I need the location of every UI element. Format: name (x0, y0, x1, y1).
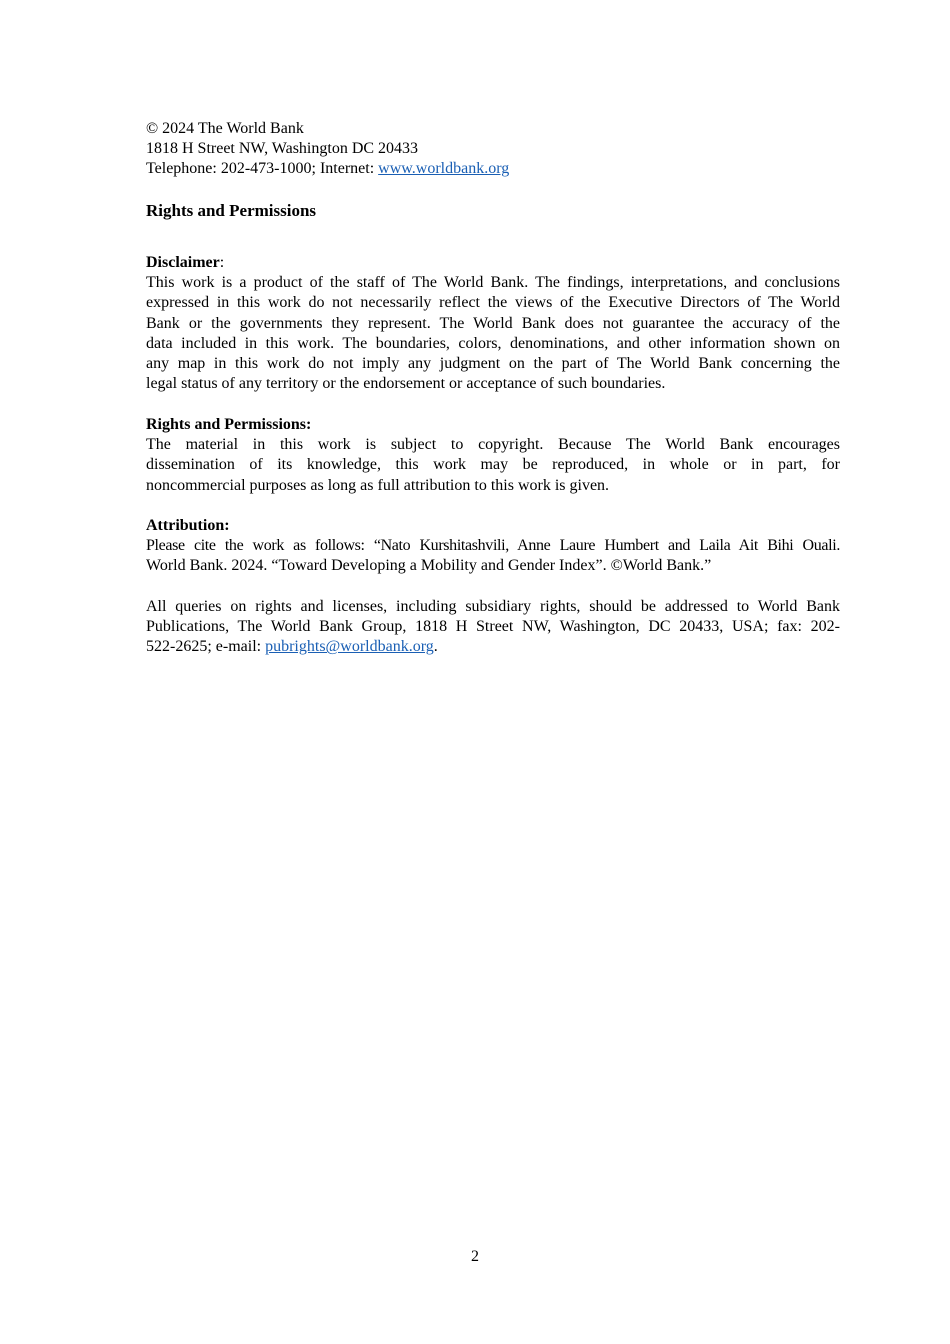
disclaimer-heading (146, 253, 840, 273)
attribution-heading: Attribution: (146, 517, 230, 534)
disclaimer-line: legal status of any territory or the endorsement or acceptance of such boundaries. (146, 375, 666, 393)
contact-prefix: Telephone: 202-473-1000; Internet: (146, 160, 379, 178)
disclaimer-line: expressed in this work do not necessarily reflect the views of the Executive Directors of The World (146, 294, 840, 312)
website-link[interactable]: www.worldbank.org (378, 160, 510, 178)
page-number: 2 (471, 1248, 479, 1265)
publisher-info (146, 119, 840, 180)
disclaimer-line: Bank or the governments they represent. The World Bank does not guarantee the accuracy of the (146, 314, 840, 332)
disclaimer-line: any map in this work do not imply any judgment on the part of The World Bank concerning the (146, 354, 840, 372)
attribution-line: Please cite the work as follows: “Nato Kurshitashvili, Anne Laure Humbert and Laila Ait Bihi Ouali. (146, 537, 840, 555)
address-line: 1818 H Street NW, Washington DC 20433 (146, 140, 419, 158)
copyright-line: © 2024 The World Bank (146, 120, 304, 137)
rights-section (146, 415, 840, 496)
queries-line: Publications, The World Bank Group, 1818 H Street NW, Washington, DC 20433, USA; fax: 202- (146, 618, 840, 636)
disclaimer-line: This work is a product of the staff of The World Bank. The findings, interpretations, and conclusions (146, 274, 840, 292)
disclaimer-colon: : (219, 254, 225, 271)
queries-prefix: 522-2625; e-mail: (146, 638, 266, 656)
attribution-section (146, 516, 840, 577)
rights-line: The material in this work is subject to copyright. Because The World Bank encourages (146, 436, 840, 454)
queries-line: All queries on rights and licenses, including subsidiary rights, should be addressed to World Bank (146, 598, 840, 615)
queries-section (146, 597, 840, 658)
attribution-line: World Bank. 2024. “Toward Developing a Mobility and Gender Index”. ©World Bank.” (146, 557, 712, 575)
queries-line (146, 637, 840, 657)
rights-line: dissemination of its knowledge, this work may be reproduced, in whole or in part, for (146, 456, 840, 474)
rights-line: noncommercial purposes as long as full attribution to this work is given. (146, 476, 610, 494)
section-title: Rights and Permissions (146, 201, 317, 220)
queries-suffix: . (433, 638, 438, 656)
email-link[interactable]: pubrights@worldbank.org (265, 638, 434, 656)
disclaimer-heading-text: Disclaimer (146, 254, 220, 271)
rights-heading: Rights and Permissions: (146, 416, 312, 433)
disclaimer-section (146, 253, 840, 394)
contact-line (146, 159, 840, 179)
disclaimer-line: data included in this work. The boundaries, colors, denominations, and other information shown on (146, 334, 840, 352)
